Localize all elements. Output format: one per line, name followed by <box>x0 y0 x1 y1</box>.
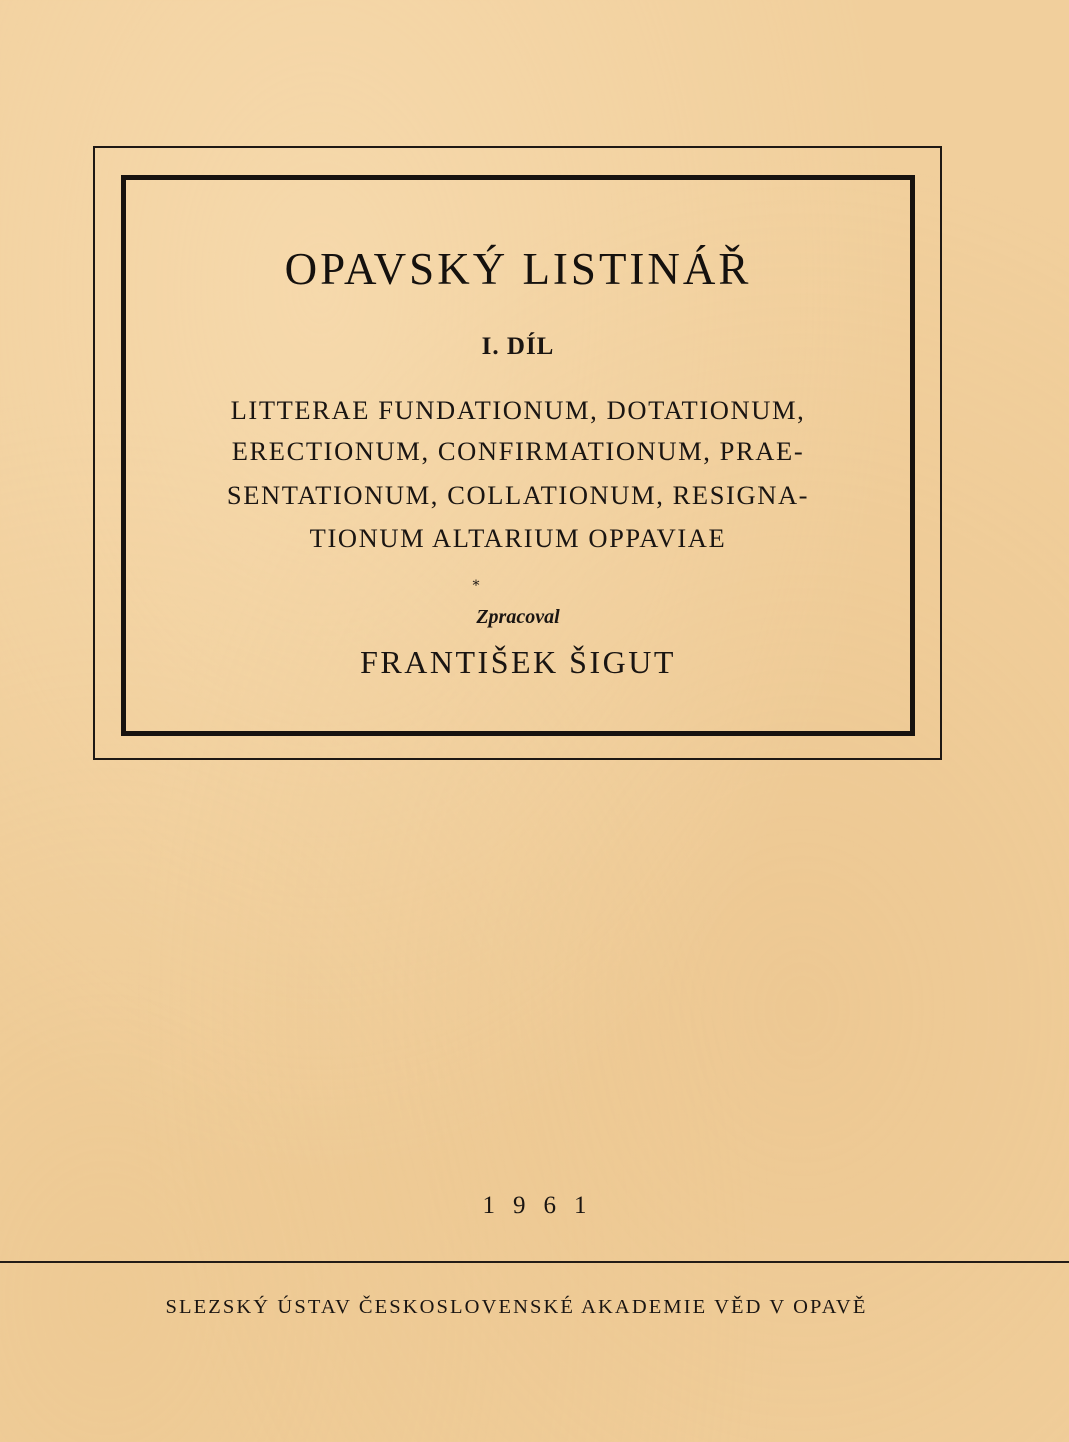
subtitle-line-4: TIONUM ALTARIUM OPPAVIAE <box>309 523 727 553</box>
subtitle-line-3: SENTATIONUM, COLLATIONUM, RESIGNA- <box>226 480 810 510</box>
editor-label: Zpracoval <box>476 606 560 628</box>
book-title: OPAVSKÝ LISTINÁŘ <box>284 244 752 294</box>
subtitle-line-2: ERECTIONUM, CONFIRMATIONUM, PRAE- <box>231 436 805 466</box>
volume-label: I. DÍL <box>481 333 555 360</box>
publisher-name: SLEZSKÝ ÚSTAV ČESKOSLOVENSKÉ AKADEMIE VĚD V OPAVĚ <box>165 1296 868 1318</box>
horizontal-rule <box>0 1261 1069 1263</box>
ornament-star: * <box>472 578 480 594</box>
subtitle-line-1: LITTERAE FUNDATIONUM, DOTATIONUM, <box>230 395 806 425</box>
editor-name: FRANTIŠEK ŠIGUT <box>360 644 676 680</box>
publication-year: 1961 <box>482 1192 605 1219</box>
